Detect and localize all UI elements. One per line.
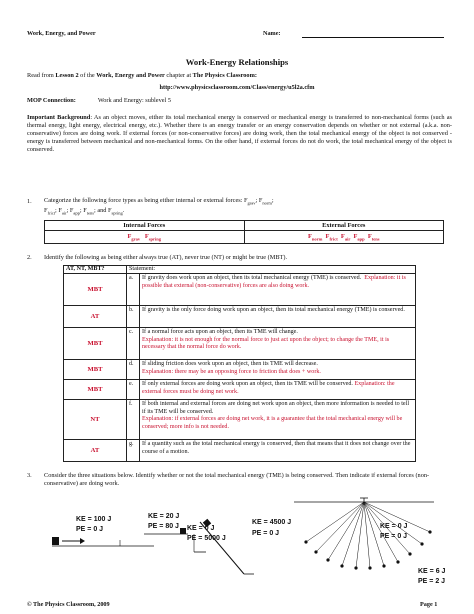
name-field-line[interactable] — [302, 37, 444, 38]
diagram-3-pe: PE = 5000 J — [187, 535, 226, 542]
diagram-5-ke: KE = 0 J — [380, 523, 408, 530]
external-forces: $F_{norm}$ $F_{frict}$ $F_{air}$ $F_{app}$ $F_{tens}$ — [244, 231, 444, 244]
forces-table — [44, 220, 444, 244]
header-left: Work, Energy, and Power — [27, 30, 96, 37]
diagram-2-pe: PE = 80 J — [148, 523, 179, 530]
q3-prompt: Consider the three situations below. Identify whether or not the total mechanical energy (TME) is being conserved. Then indicate if external forces (non-conservative) are doing work. — [44, 472, 430, 487]
diagram-5-pe: PE = 0 J — [380, 533, 408, 540]
col-internal: Internal Forces — [45, 221, 245, 231]
diagram-4-ke: KE = 4500 J — [252, 519, 292, 526]
table-row: AT b. If gravity is the only force doing work upon an object, then its total mechanical energy (TME) is conserved. — [64, 306, 416, 328]
q2-number: 2. — [27, 254, 32, 261]
diagram-1-pe: PE = 0 J — [76, 526, 104, 533]
intro-url: http://www.physicsclassroom.com/Class/energy/u5l2a.cfm — [159, 84, 315, 91]
intro-line: Read from Lesson 2 of the Work, Energy and Power chapter at The Physics Classroom: — [27, 72, 257, 79]
q1-prompt: Categorize the following force types as being either internal or external forces: $F_{grav}$; $F_{norm}$; $F_{frict}$; $F_{air}$; $F_{app}$; $F_{tens}$; and $F_{spring}$. — [44, 197, 274, 216]
q2-prompt: Identify the following as being either always true (AT), never true (NT) or might be true (MBT). — [44, 254, 288, 261]
name-label: Name: — [263, 30, 281, 37]
diagram-1-ke: KE = 100 J — [76, 516, 112, 523]
table-row: MBT a. If gravity does work upon an object, then its total mechanical energy (TME) is conserved. Explanation: it is possible that external (non-conservative) forces are also doing work. — [64, 274, 416, 306]
table-row: NT f. If both internal and external forces are doing net work upon an object, then more information is needed to tell if its TME will be conserved. Explanation: if external forces are doing net work, it is a guarantee that the total mechanical energy will be conserved; more info is not needed. — [64, 400, 416, 440]
q3-number: 3. — [27, 472, 32, 479]
diagram-6-ke: KE = 6 J — [418, 568, 446, 575]
diagram-2-ke: KE = 20 J — [148, 513, 180, 520]
table-row: AT g. If a quantity such as the total mechanical energy is conserved, then that means that it does not change over the course of a motion. — [64, 440, 416, 462]
col-answer: AT, NT, MBT? — [64, 266, 127, 274]
diagram-1 — [52, 537, 154, 546]
footer-copyright: © The Physics Classroom, 2009 — [27, 601, 110, 608]
important-background: Important Background: As an object moves, either its total mechanical energy is conserved or mechanical energy is transferred to non-mechanical forms (such as thermal energy, light energy, electrical energy, etc.). Whether there is an energy transfer or an energy conservation depends on whether or not external (a.k.a. non-conservative) forces are doing work. If external forces (or non-conservative forces) are doing work, then the total mechanical energy of the object is not conserved - energy is transferred between mechanical and non-mechanical forms. On the other hand, if external forces do not do work, the total mechanical energy of the object is conserved. — [27, 114, 452, 153]
table-row: MBT c. If a normal force acts upon an object, then its TME will change. Explanation: it is not enough for the normal force to just act upon the object; to change the TME, it is necessary that the normal force do work. — [64, 328, 416, 360]
table-row: MBT d. If sliding friction does work upon an object, then its TME will decrease. Explanation: there may be an opposing force to friction that does + work. — [64, 360, 416, 380]
footer-page: Page 1 — [420, 601, 438, 608]
diagram-3-ke: KE = 0 J — [187, 525, 215, 532]
diagram-6-pe: PE = 2 J — [418, 578, 446, 585]
col-external: External Forces — [244, 221, 444, 231]
table-row: MBT e. If only external forces are doing work upon an object, then its TME will be conserved. Explanation: the external forces must be doing net work. — [64, 380, 416, 400]
internal-forces: $F_{grav}$ $F_{spring}$ — [45, 231, 245, 244]
truth-table — [63, 265, 416, 462]
q1-number: 1. — [27, 198, 32, 205]
mop-connection: MOP Connection: Work and Energy: sublevel 5 — [27, 97, 171, 104]
diagram-4-pe: PE = 0 J — [252, 530, 280, 537]
page-title: Work-Energy Relationships — [185, 57, 289, 67]
diagram-4 — [294, 498, 434, 570]
col-statement: Statement: — [127, 266, 416, 274]
energy-diagrams — [44, 494, 454, 586]
